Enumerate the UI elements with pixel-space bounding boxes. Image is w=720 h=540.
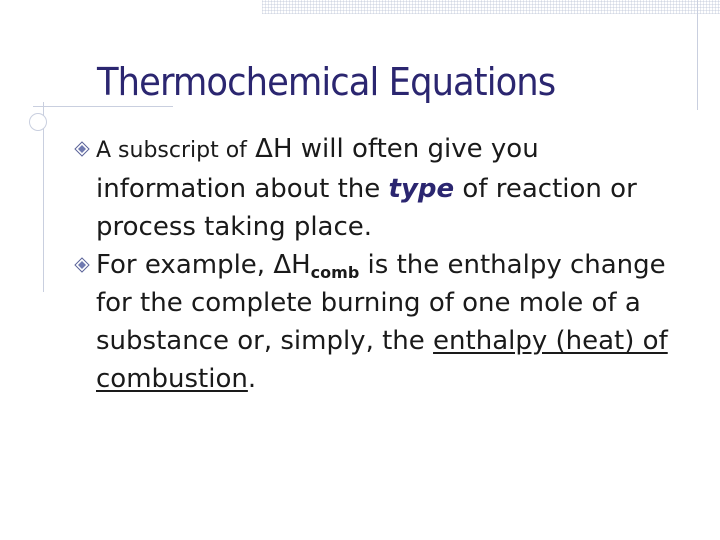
emphasis-word: type: [388, 174, 455, 204]
bullet-text: of reaction or process taking place.: [96, 174, 637, 242]
diamond-bullet-icon: [74, 141, 90, 157]
bullet-item: [74, 130, 694, 246]
decorative-line: [43, 102, 44, 292]
bullet-text: ΔH will often give you information about the: [96, 134, 539, 204]
bullet-item: [74, 246, 694, 398]
underlined-term: combustion: [96, 364, 248, 394]
bullet-text: is the enthalpy change for the complete burning of one mole of a substance or, simply, the: [96, 250, 666, 356]
decorative-circle: [29, 113, 47, 131]
period: .: [247, 364, 257, 394]
decorative-pattern: [262, 0, 720, 14]
subscript-comb: comb: [310, 263, 360, 282]
diamond-bullet-icon: [74, 257, 90, 273]
decorative-line: [33, 106, 173, 107]
underlined-term: enthalpy (heat) of: [433, 326, 668, 356]
bullet-list: [74, 130, 694, 398]
decorative-line: [697, 0, 698, 110]
bullet-intro: A subscript of: [96, 138, 247, 163]
slide-title: Thermochemical Equations: [97, 60, 556, 104]
bullet-text: For example, ΔH: [96, 250, 311, 280]
